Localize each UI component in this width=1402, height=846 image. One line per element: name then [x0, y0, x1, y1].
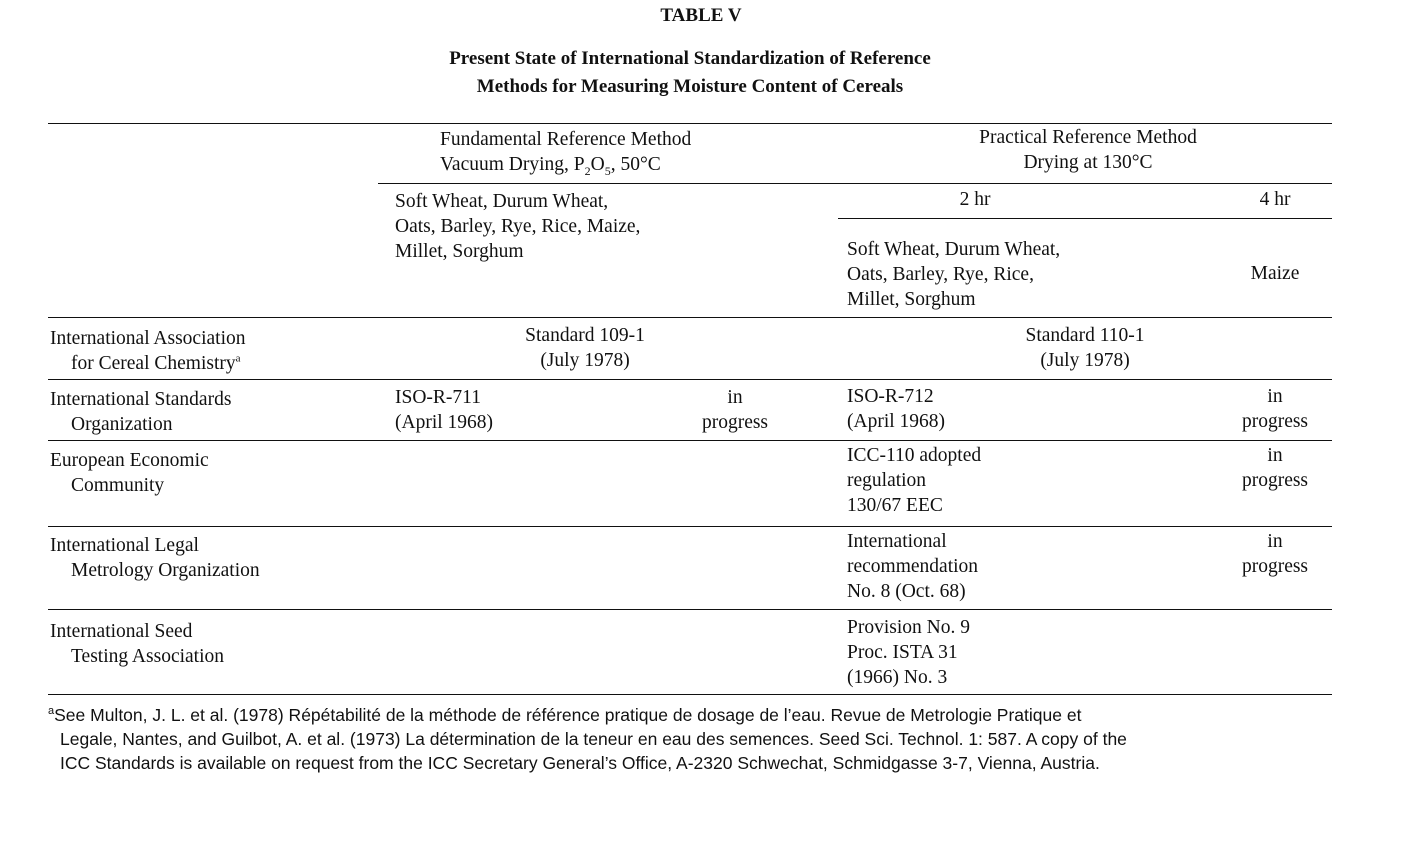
- time-4hr-heading: 4 hr: [1259, 189, 1291, 210]
- icc-practical-standard: Standard 110-1 (July 1978): [1025, 325, 1145, 371]
- practical-method-conditions: Drying at 130°C: [1023, 152, 1153, 173]
- oiml-practical-2hr-standard: International recommendation No. 8 (Oct. 68): [847, 531, 979, 602]
- top-rule: [48, 123, 1332, 124]
- iso-practical-2hr-standard: ISO-R-712 (April 1968): [847, 386, 946, 432]
- oiml-practical-4hr-status: in progress: [1241, 531, 1309, 577]
- row-rule-2: [48, 440, 1332, 441]
- table-caption-line-2: Methods for Measuring Moisture Content of Cereals: [476, 76, 904, 97]
- practical-4hr-cereals: Maize: [1250, 263, 1300, 284]
- table-title: TABLE V: [660, 5, 742, 26]
- eec-practical-2hr-standard: ICC-110 adopted regulation 130/67 EEC: [847, 445, 982, 516]
- time-2hr-heading: 2 hr: [959, 189, 991, 210]
- icc-fundamental-standard: Standard 109-1 (July 1978): [525, 325, 645, 371]
- footnote-line-3: ICC Standards is available on request from the ICC Secretary General’s Office, A-2320 Schwechat, Schmidgasse 3-7, Vienna, Austria.: [60, 753, 1100, 773]
- iso-fundamental-status: in progress: [701, 387, 769, 433]
- row-rule-3: [48, 526, 1332, 527]
- org-label-oiml: International Legal Metrology Organization: [50, 535, 260, 581]
- bottom-rule: [48, 694, 1332, 695]
- practical-method-title: Practical Reference Method: [979, 127, 1197, 148]
- org-label-ista: International Seed Testing Association: [50, 621, 225, 667]
- table-footnote: [48, 703, 1338, 775]
- org-label-icc: International Association for Cereal Chemistry$^a$: [50, 328, 246, 374]
- time-subhead-rule: [838, 218, 1332, 219]
- fundamental-method-title: Fundamental Reference Method: [440, 129, 692, 150]
- footnote-line-1: See Multon, J. L. et al. (1978) Répétabilité de la méthode de référence pratique de dosage de l’eau. Revue de Metrologie Pratique et: [54, 705, 1082, 725]
- org-label-eec: European Economic Community: [50, 450, 209, 496]
- iso-fundamental-standard: ISO-R-711 (April 1968): [395, 387, 494, 433]
- fundamental-method-conditions: Vacuum Drying, $P_2O_5$, 50°C: [440, 154, 661, 178]
- header-bottom-rule: [48, 317, 1332, 318]
- iso-practical-4hr-status: in progress: [1241, 386, 1309, 432]
- practical-method-heading: [888, 125, 1288, 175]
- footnote-marker: a: [48, 705, 55, 718]
- row-rule-4: [48, 609, 1332, 610]
- ista-practical-2hr-standard: Provision No. 9 Proc. ISTA 31 (1966) No. 3: [847, 617, 970, 688]
- footnote-mark: a: [235, 352, 241, 365]
- footnote-line-2: Legale, Nantes, and Guilbot, A. et al. (1973) La détermination de la teneur en eau des semences. Seed Sci. Technol. 1: 587. A copy of the: [60, 729, 1127, 749]
- practical-2hr-cereals: Soft Wheat, Durum Wheat, Oats, Barley, Rye, Rice, Millet, Sorghum: [847, 239, 1061, 310]
- fundamental-method-heading: [440, 127, 691, 177]
- org-label-iso: International Standards Organization: [50, 389, 232, 435]
- row-rule-1: [48, 379, 1332, 380]
- method-subhead-rule: [378, 183, 1332, 184]
- table-caption-line-1: Present State of International Standardization of Reference: [449, 48, 931, 69]
- eec-practical-4hr-status: in progress: [1241, 445, 1309, 491]
- fundamental-cereals: Soft Wheat, Durum Wheat, Oats, Barley, Rye, Rice, Maize, Millet, Sorghum: [395, 191, 641, 262]
